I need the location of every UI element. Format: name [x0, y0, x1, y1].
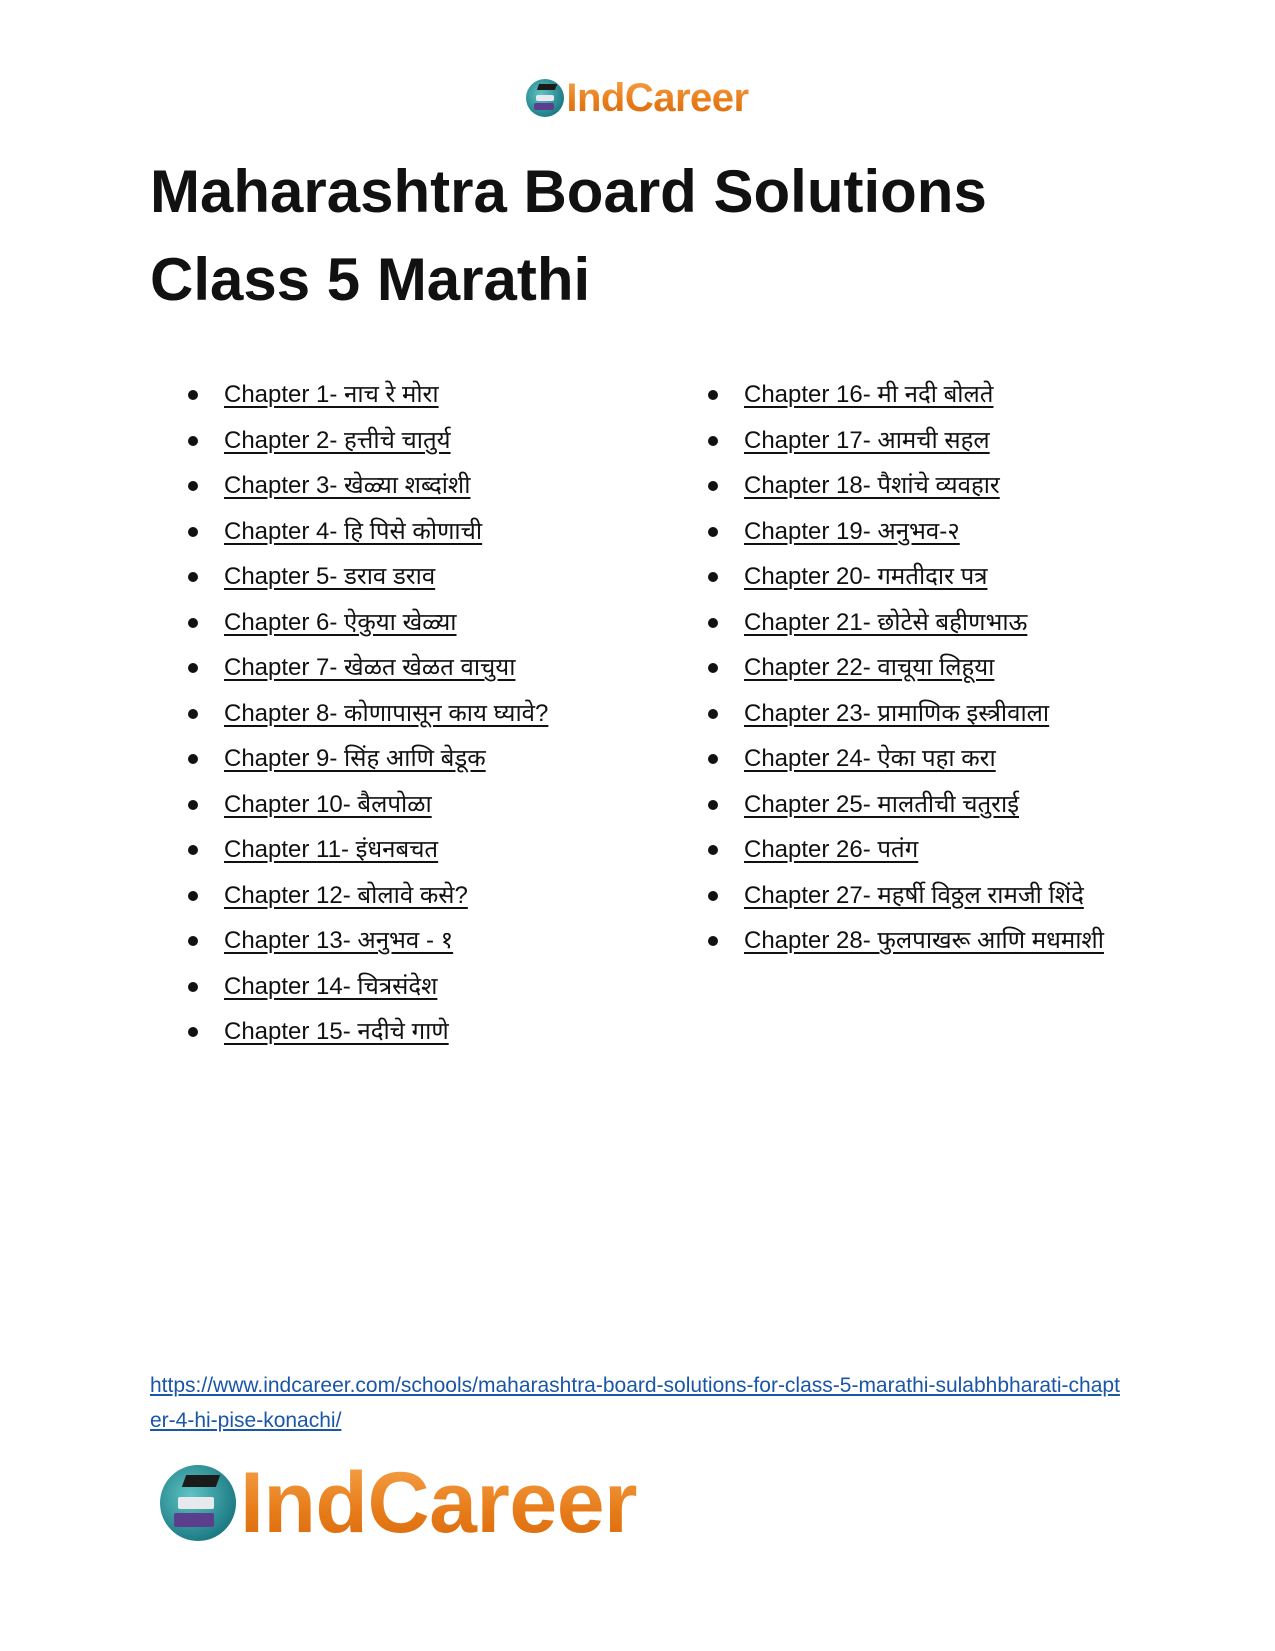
list-item [708, 918, 1108, 964]
bullet-icon [188, 709, 198, 719]
list-item [708, 736, 1108, 782]
list-item [188, 964, 658, 1010]
indcareer-logo-large [160, 1455, 637, 1551]
list-item [188, 372, 658, 418]
bullet-icon [188, 481, 198, 491]
list-item [708, 418, 1108, 464]
chapter-link[interactable]: Chapter 12- बोलावे कसे? [224, 881, 468, 909]
bullet-icon [708, 663, 718, 673]
chapter-link[interactable]: Chapter 4- हि पिसे कोणाची [224, 517, 483, 545]
chapter-link[interactable]: Chapter 20- गमतीदार पत्र [744, 563, 988, 590]
footer-logo [160, 1455, 637, 1551]
bullet-icon [188, 754, 198, 764]
list-item [708, 600, 1108, 646]
bullet-icon [708, 436, 718, 446]
list-item [188, 736, 658, 782]
list-item [708, 782, 1108, 828]
chapter-link[interactable]: Chapter 15- नदीचे गाणे [224, 1018, 449, 1045]
list-item [708, 372, 1108, 418]
header-logo [0, 78, 1275, 118]
list-item [188, 509, 658, 555]
bullet-icon [708, 800, 718, 810]
list-item [188, 554, 658, 600]
chapter-link[interactable]: Chapter 28- फुलपाखरू आणि मधमाशी [744, 927, 1104, 954]
chapter-link[interactable]: Chapter 17- आमची सहल [744, 426, 990, 454]
bullet-icon [188, 936, 198, 946]
bullet-icon [708, 936, 718, 946]
bullet-icon [188, 572, 198, 582]
bullet-icon [708, 572, 718, 582]
graduation-books-icon [160, 1465, 236, 1541]
list-item [188, 918, 658, 964]
list-item [188, 827, 658, 873]
chapter-link[interactable]: Chapter 1- नाच रे मोरा [224, 381, 439, 408]
title-line-2: Class 5 Marathi [150, 246, 591, 313]
list-item [708, 827, 1108, 873]
chapter-link[interactable]: Chapter 2- हत्तीचे चातुर्य [224, 426, 451, 454]
list-item [708, 509, 1108, 555]
bullet-icon [708, 709, 718, 719]
chapter-link[interactable]: Chapter 19- अनुभव-२ [744, 517, 960, 545]
chapter-link[interactable]: Chapter 9- सिंह आणि बेडूक [224, 745, 486, 772]
bullet-icon [188, 527, 198, 537]
bullet-icon [708, 481, 718, 491]
chapter-link[interactable]: Chapter 23- प्रामाणिक इस्त्रीवाला [744, 699, 1050, 727]
bullet-icon [188, 891, 198, 901]
list-item [188, 873, 658, 919]
bullet-icon [188, 800, 198, 810]
bullet-icon [188, 390, 198, 400]
list-item [188, 600, 658, 646]
chapter-link[interactable]: Chapter 5- डराव डराव [224, 563, 436, 590]
bullet-icon [188, 845, 198, 855]
chapter-link[interactable]: Chapter 6- ऐकुया खेळ्या [224, 608, 457, 636]
graduation-books-icon [526, 79, 564, 117]
list-item [188, 1009, 658, 1055]
bullet-icon [708, 845, 718, 855]
list-item [708, 554, 1108, 600]
chapter-link[interactable]: Chapter 13- अनुभव - १ [224, 927, 454, 954]
chapter-column-right [708, 372, 1108, 964]
bullet-icon [188, 618, 198, 628]
indcareer-logo [526, 78, 748, 118]
list-item [188, 782, 658, 828]
list-item [708, 873, 1108, 919]
list-item [188, 463, 658, 509]
chapter-link[interactable]: Chapter 3- खेळ्या शब्दांशी [224, 472, 471, 499]
list-item [188, 691, 658, 737]
bullet-icon [708, 527, 718, 537]
chapter-link[interactable]: Chapter 24- ऐका पहा करा [744, 745, 996, 772]
list-item [188, 418, 658, 464]
bullet-icon [188, 663, 198, 673]
chapter-link[interactable]: Chapter 16- मी नदी बोलते [744, 381, 994, 408]
chapter-link[interactable]: Chapter 18- पैशांचे व्यवहार [744, 472, 1000, 499]
list-item [708, 691, 1108, 737]
bullet-icon [708, 891, 718, 901]
chapter-link[interactable]: Chapter 11- इंधनबचत [224, 836, 439, 863]
chapter-link[interactable]: Chapter 14- चित्रसंदेश [224, 972, 438, 1000]
chapter-link[interactable]: Chapter 7- खेळत खेळत वाचुया [224, 654, 516, 681]
bullet-icon [708, 754, 718, 764]
logo-wordmark: IndCareer [566, 76, 749, 120]
chapter-link[interactable]: Chapter 25- मालतीची चतुराई [744, 790, 1020, 818]
chapter-link[interactable]: Chapter 26- पतंग [744, 836, 919, 863]
chapter-link[interactable]: Chapter 10- बैलपोळा [224, 790, 432, 818]
title-line-1: Maharashtra Board Solutions [150, 158, 987, 225]
chapter-link[interactable]: Chapter 22- वाचूया लिहूया [744, 654, 995, 681]
page-title [150, 148, 987, 324]
chapter-link[interactable]: Chapter 21- छोटेसे बहीणभाऊ [744, 608, 1028, 636]
source-url-link[interactable]: https://www.indcareer.com/schools/maharashtra-board-solutions-for-class-5-marathi-sulabhbharati-chapter-4-hi-pise-konachi/ [150, 1374, 1120, 1432]
list-item [708, 645, 1108, 691]
chapter-link[interactable]: Chapter 8- कोणापासून काय घ्यावे? [224, 699, 549, 727]
list-item [188, 645, 658, 691]
bullet-icon [708, 618, 718, 628]
bullet-icon [188, 1027, 198, 1037]
bullet-icon [188, 982, 198, 992]
bullet-icon [188, 436, 198, 446]
bullet-icon [708, 390, 718, 400]
chapter-column-left [188, 372, 658, 1055]
list-item [708, 463, 1108, 509]
logo-wordmark: IndCareer [240, 1455, 637, 1551]
chapter-link[interactable]: Chapter 27- महर्षी विठ्ठल रामजी शिंदे [744, 881, 1084, 909]
